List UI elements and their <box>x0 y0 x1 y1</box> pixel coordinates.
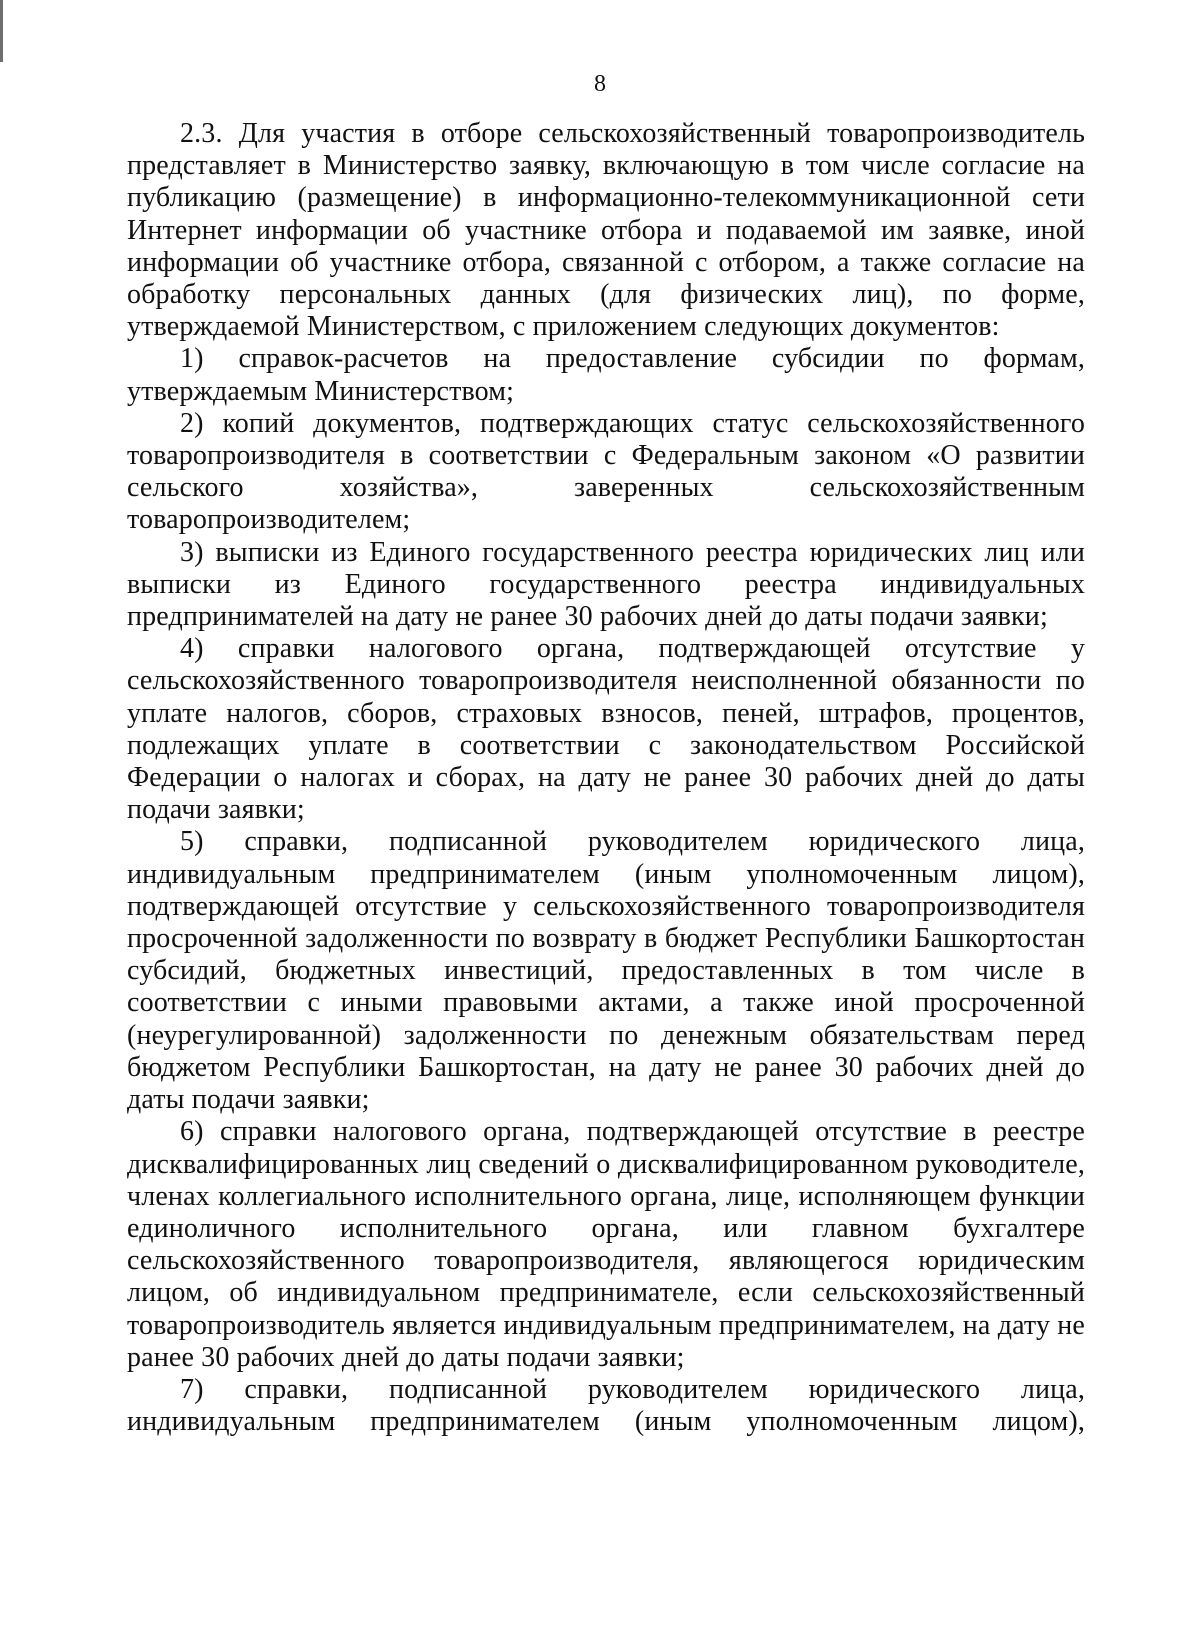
list-item-4: 4) справки налогового органа, подтверждающей отсутствие у сельскохозяйственного товаропроизводителя неисполненной обязанности по уплате налогов, сборов, страховых взносов, пеней, штрафов, процентов, подлежащих уплате в соответствии с законодательством Российской Федерации о налогах и сборах, на дату не ранее 30 рабочих дней до даты подачи заявки; <box>127 633 1085 826</box>
list-item-7: 7) справки, подписанной руководителем юридического лица, индивидуальным предпринимателем (иным уполномоченным лицом), <box>127 1373 1085 1438</box>
list-item-3: 3) выписки из Единого государственного реестра юридических лиц или выписки из Единого государственного реестра индивидуальных предпринимателей на дату не ранее 30 рабочих дней до даты подачи заявки; <box>127 536 1085 633</box>
paragraph-2-3: 2.3. Для участия в отборе сельскохозяйственный товаропроизводитель представляет в Министерство заявку, включающую в том числе согласие на публикацию (размещение) в информационно-телекоммуникационной сети Интернет информации об участнике отбора и подаваемой им заявке, иной информации об участнике отбора, связанной с отбором, а также согласие на обработку персональных данных (для физических лиц), по форме, утверждаемой Министерством, с приложением следующих документов: <box>127 118 1085 343</box>
list-item-2: 2) копий документов, подтверждающих статус сельскохозяйственного товаропроизводителя в соответствии с Федеральным законом «О развитии сельского хозяйства», заверенных сельскохозяйственным товаропроизводителем; <box>127 407 1085 536</box>
list-item-1: 1) справок-расчетов на предоставление субсидии по формам, утверждаемым Министерством; <box>127 343 1085 407</box>
scan-edge-mark <box>0 0 3 62</box>
list-item-6: 6) справки налогового органа, подтверждающей отсутствие в реестре дисквалифицированных лиц сведений о дисквалифицированном руководителе, членах коллегиального исполнительного органа, лице, исполняющем функции единоличного исполнительного органа, или главном бухгалтере сельскохозяйственного товаропроизводителя, являющегося юридическим лицом, об индивидуальном предпринимателе, если сельскохозяйственный товаропроизводитель является индивидуальным предпринимателем, на дату не ранее 30 рабочих дней до даты подачи заявки; <box>127 1116 1085 1373</box>
page-number: 8 <box>594 71 606 97</box>
list-item-5: 5) справки, подписанной руководителем юридического лица, индивидуальным предпринимателем (иным уполномоченным лицом), подтверждающей отсутствие у сельскохозяйственного товаропроизводителя просроченной задолженности по возврату в бюджет Республики Башкортостан субсидий, бюджетных инвестиций, предоставленных в том числе в соответствии с иными правовыми актами, а также иной просроченной (неурегулированной) задолженности по денежным обязательствам перед бюджетом Республики Башкортостан, на дату не ранее 30 рабочих дней до даты подачи заявки; <box>127 826 1085 1116</box>
document-body <box>127 118 1085 1438</box>
